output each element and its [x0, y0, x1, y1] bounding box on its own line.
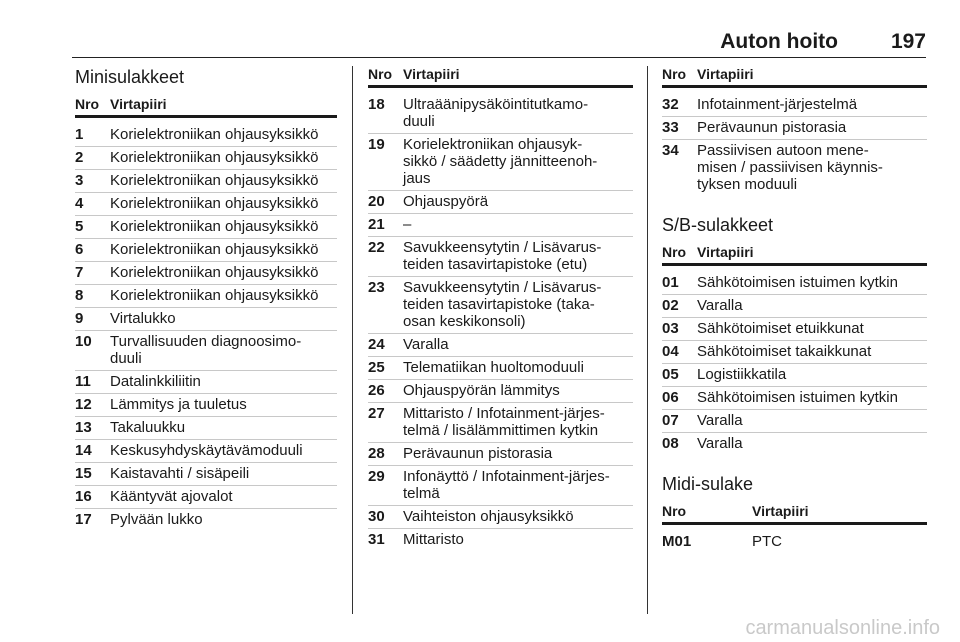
circuit-name: Sähkötoimisen istuimen kytkin [697, 274, 898, 291]
table-row [368, 134, 633, 191]
table-row [75, 440, 337, 463]
circuit-name: Takaluukku [110, 419, 186, 436]
fuse-table-body [75, 124, 337, 531]
circuit-name: Kaistavahti / sisäpeili [110, 465, 250, 482]
fuse-number: 06 [662, 389, 679, 406]
circuit-name: Logistiikkatila [697, 366, 787, 383]
circuit-name: Vaihteiston ohjausyksikkö [403, 508, 574, 525]
circuit-name: Korielektroniikan ohjausyksikkö [110, 195, 319, 212]
circuit-name: Korielektroniikan ohjausyksikkö [110, 218, 319, 235]
header-circuit: Virtapiiri [697, 66, 754, 82]
circuit-name: Passiivisen autoon mene- misen / passiivisen käynnis- tyksen moduuli [697, 142, 883, 193]
circuit-name: Perävaunun pistorasia [697, 119, 847, 136]
circuit-name: Virtalukko [110, 310, 176, 327]
fuse-number: 26 [368, 382, 385, 399]
fuse-number: 16 [75, 488, 92, 505]
circuit-name: Korielektroniikan ohjausyksikkö [110, 172, 319, 189]
fuse-number: 20 [368, 193, 385, 210]
fuse-number: 19 [368, 136, 385, 153]
section-title-sb-sulakkeet: S/B-sulakkeet [662, 215, 774, 235]
table-row [662, 531, 927, 553]
table-row [75, 509, 337, 531]
fuse-number: 28 [368, 445, 385, 462]
table-row [368, 334, 633, 357]
table-row [662, 295, 927, 318]
fuse-number: 5 [75, 218, 84, 235]
table-row [368, 277, 633, 334]
fuse-number: 07 [662, 412, 679, 429]
fuse-number: 14 [75, 442, 92, 459]
circuit-name: Korielektroniikan ohjausyksikkö [110, 126, 319, 143]
page-number: 197 [890, 30, 926, 53]
section-title-midi-sulake: Midi-sulake [662, 474, 754, 494]
fuse-number: 30 [368, 508, 385, 525]
column-1 [75, 66, 337, 531]
table-row [75, 331, 337, 371]
table-header [75, 96, 337, 118]
fuse-number: 13 [75, 419, 92, 436]
column-3 [662, 66, 927, 553]
table-row [368, 380, 633, 403]
fuse-number: 9 [75, 310, 84, 327]
circuit-name: Ultraäänipysäköintitutkamo- duuli [403, 96, 589, 130]
circuit-name: Mittaristo [403, 531, 464, 548]
circuit-name: Korielektroniikan ohjausyk- sikkö / säädetty jännitteenoh- jaus [403, 136, 598, 187]
fuse-table-body [662, 531, 927, 553]
circuit-name: Infonäyttö / Infotainment-järjes- telmä [403, 468, 610, 502]
table-row [75, 371, 337, 394]
table-row [75, 124, 337, 147]
circuit-name: Varalla [403, 336, 449, 353]
circuit-name: Korielektroniikan ohjausyksikkö [110, 149, 319, 166]
fuse-number: 33 [662, 119, 679, 136]
fuse-number: 04 [662, 343, 679, 360]
section-title-minisulakkeet: Minisulakkeet [75, 67, 185, 87]
fuse-number: 15 [75, 465, 92, 482]
page-title: Auton hoito [720, 30, 838, 53]
circuit-name: Kääntyvät ajovalot [110, 488, 233, 505]
fuse-number: 3 [75, 172, 84, 189]
table-row [662, 318, 927, 341]
fuse-number: 1 [75, 126, 84, 143]
fuse-table-body [368, 94, 633, 551]
circuit-name: Pylvään lukko [110, 511, 203, 528]
fuse-number: 25 [368, 359, 385, 376]
page-header [72, 30, 926, 56]
watermark: carmanualsonline.info [745, 617, 940, 639]
header-nro: Nro [75, 96, 100, 112]
fuse-number: 01 [662, 274, 679, 291]
fuse-number: 21 [368, 216, 385, 233]
fuse-number: 2 [75, 149, 84, 166]
fuse-number: 02 [662, 297, 679, 314]
circuit-name: Telematiikan huoltomoduuli [403, 359, 584, 376]
table-header [662, 503, 927, 525]
circuit-name: PTC [752, 533, 782, 550]
fuse-number: 22 [368, 239, 385, 256]
table-row [75, 170, 337, 193]
header-circuit: Virtapiiri [752, 503, 809, 519]
table-row [662, 364, 927, 387]
table-row [662, 140, 927, 196]
circuit-name: Varalla [697, 412, 743, 429]
column-2 [368, 66, 633, 551]
table-row [662, 94, 927, 117]
circuit-name: Korielektroniikan ohjausyksikkö [110, 264, 319, 281]
table-row [662, 117, 927, 140]
fuse-number: 32 [662, 96, 679, 113]
table-row [75, 147, 337, 170]
fuse-number: 12 [75, 396, 92, 413]
header-nro: Nro [662, 503, 687, 519]
circuit-name: Varalla [697, 297, 743, 314]
table-row [75, 417, 337, 440]
circuit-name: Sähkötoimiset takaikkunat [697, 343, 872, 360]
table-row [662, 387, 927, 410]
circuit-name: Ohjauspyörän lämmitys [403, 382, 560, 399]
circuit-name: Varalla [697, 435, 743, 452]
table-row [368, 237, 633, 277]
header-circuit: Virtapiiri [697, 244, 754, 260]
table-row [662, 341, 927, 364]
header-nro: Nro [662, 244, 687, 260]
fuse-number: 4 [75, 195, 84, 212]
circuit-name: Savukkeensytytin / Lisävarus- teiden tasavirtapistoke (taka- osan keskikonsoli) [403, 279, 602, 330]
fuse-number: 27 [368, 405, 385, 422]
circuit-name: Savukkeensytytin / Lisävarus- teiden tasavirtapistoke (etu) [403, 239, 602, 273]
circuit-name: Korielektroniikan ohjausyksikkö [110, 241, 319, 258]
fuse-number: 6 [75, 241, 84, 258]
header-circuit: Virtapiiri [110, 96, 167, 112]
table-row [368, 403, 633, 443]
fuse-table-body [662, 94, 927, 196]
table-row [368, 94, 633, 134]
table-row [662, 433, 927, 455]
table-row [75, 216, 337, 239]
fuse-number: 10 [75, 333, 92, 350]
circuit-name: Datalinkkiliitin [110, 373, 201, 390]
column-divider [647, 66, 648, 614]
circuit-name: Infotainment-järjestelmä [697, 96, 858, 113]
table-row [368, 357, 633, 380]
header-nro: Nro [368, 66, 393, 82]
table-row [368, 443, 633, 466]
table-row [75, 486, 337, 509]
circuit-name: Korielektroniikan ohjausyksikkö [110, 287, 319, 304]
table-row [75, 239, 337, 262]
table-row [368, 506, 633, 529]
circuit-name: Perävaunun pistorasia [403, 445, 553, 462]
fuse-number: M01 [662, 533, 692, 550]
table-row [75, 308, 337, 331]
fuse-number: 05 [662, 366, 679, 383]
table-row [75, 394, 337, 417]
circuit-name: Keskusyhdyskäytävämoduuli [110, 442, 303, 459]
fuse-number: 24 [368, 336, 385, 353]
circuit-name: Ohjauspyörä [403, 193, 489, 210]
circuit-name: Lämmitys ja tuuletus [110, 396, 247, 413]
fuse-number: 34 [662, 142, 679, 159]
fuse-number: 23 [368, 279, 385, 296]
table-header [662, 66, 927, 88]
fuse-number: 11 [75, 373, 91, 390]
circuit-name: Mittaristo / Infotainment-järjes- telmä / lisälämmittimen kytkin [403, 405, 605, 439]
circuit-name: Sähkötoimiset etuikkunat [697, 320, 864, 337]
header-circuit: Virtapiiri [403, 66, 460, 82]
table-row [368, 466, 633, 506]
fuse-number: 8 [75, 287, 84, 304]
header-nro: Nro [662, 66, 687, 82]
circuit-name: Turvallisuuden diagnoosimo- duuli [110, 333, 302, 367]
table-row [75, 463, 337, 486]
fuse-number: 08 [662, 435, 679, 452]
column-divider [352, 66, 353, 614]
table-header [368, 66, 633, 88]
fuse-number: 17 [75, 511, 92, 528]
table-row [662, 410, 927, 433]
fuse-number: 18 [368, 96, 385, 113]
table-header [662, 244, 927, 266]
fuse-number: 03 [662, 320, 679, 337]
table-row [75, 262, 337, 285]
fuse-number: 7 [75, 264, 84, 281]
table-row [368, 529, 633, 551]
circuit-name: – [403, 216, 412, 233]
fuse-number: 31 [368, 531, 385, 548]
table-row [368, 214, 633, 237]
table-row [75, 193, 337, 216]
table-row [368, 191, 633, 214]
table-row [75, 285, 337, 308]
table-row [662, 272, 927, 295]
fuse-table-body [662, 272, 927, 455]
circuit-name: Sähkötoimisen istuimen kytkin [697, 389, 898, 406]
header-rule [72, 57, 926, 58]
fuse-number: 29 [368, 468, 385, 485]
